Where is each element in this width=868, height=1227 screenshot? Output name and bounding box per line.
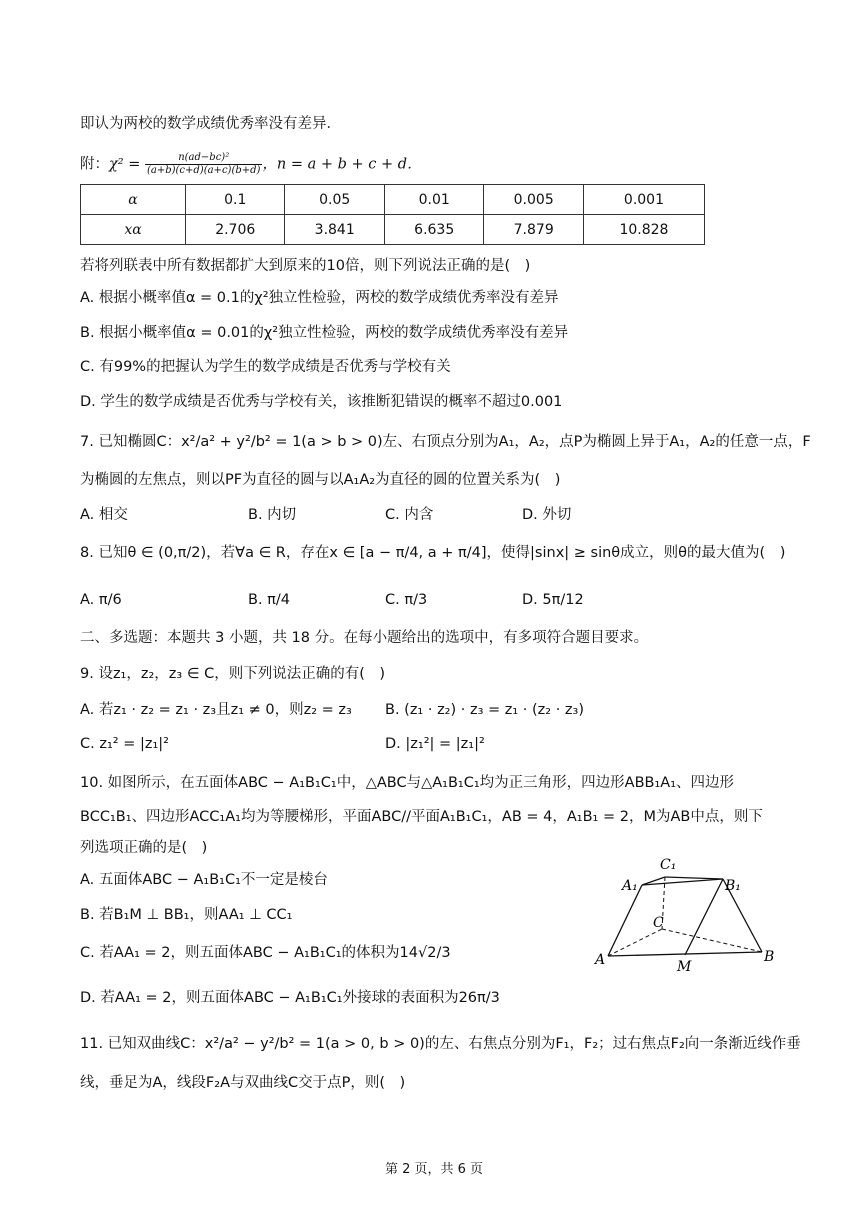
q11-line2: 线，垂足为A，线段F₂A与双曲线C交于点P，则( ) — [80, 1075, 406, 1091]
q10-line1: 10. 如图所示，在五面体ABC − A₁B₁C₁中，△ABC与△A₁B₁C₁均为正三角形，四边形ABB₁A₁、四边形 — [80, 775, 735, 791]
q9-stem: 9. 设z₁，z₂，z₃ ∈ C，则下列说法正确的有( ) — [80, 666, 386, 682]
table-cell: 7.879 — [484, 215, 583, 245]
table-cell: 3.841 — [285, 215, 384, 245]
q7-line1-rest: x²/a² + y²/b² = 1(a > b > 0)左、右顶点分别为A₁，A₂，点P为椭圆上异于A₁，A₂的任意一点，F — [181, 434, 811, 450]
table-cell: 0.01 — [384, 185, 483, 215]
label-m: M — [677, 959, 692, 975]
table-header-alpha: α — [81, 185, 186, 215]
label-c: C — [653, 915, 664, 931]
intro-line: 即认为两校的数学成绩优秀率没有差异． — [80, 116, 341, 132]
chi-square-formula — [80, 152, 422, 177]
edge-a1-b1 — [642, 879, 723, 885]
formula-prefix: 附： — [80, 156, 109, 173]
q7-option-c: C. 内含 — [385, 507, 434, 523]
formula-fraction — [145, 152, 262, 177]
label-b1: B₁ — [725, 878, 741, 894]
q9-option-a: A. 若z₁ · z₂ = z₁ · z₃且z₁ ≠ 0，则z₂ = z₃ — [80, 702, 352, 718]
q9-option-d: D. |z₁²| = |z₁|² — [385, 736, 485, 752]
critical-value-table — [80, 184, 705, 245]
q10-option-c: C. 若AA₁ = 2，则五面体ABC − A₁B₁C₁的体积为14√2/3 — [80, 945, 451, 961]
q7-line2: 为椭圆的左焦点，则以PF为直径的圆与以A₁A₂为直径的圆的位置关系为( ) — [80, 472, 561, 488]
edge-a-a1 — [608, 885, 642, 956]
section-title-multiple-choice: 二、多选题：本题共 3 小题，共 18 分。在每小题给出的选项中，有多项符合题目要求。 — [80, 630, 649, 646]
q6-option-c: C. 有99%的把握认为学生的数学成绩是否优秀与学校有关 — [80, 359, 451, 375]
edge-a-c — [608, 929, 662, 956]
q8-stem: 8. 已知θ ∈ (0,π/2)，若∀a ∈ R，存在x ∈ [a − π/4, a + π/4]，使得|sinx| ≥ sinθ成立，则θ的最大值为( ) — [80, 545, 786, 561]
q10-line2: BCC₁B₁、四边形ACC₁A₁均为等腰梯形，平面ABC//平面A₁B₁C₁，AB = 4，A₁B₁ = 2，M为AB中点，则下 — [80, 809, 763, 825]
label-b: B — [764, 949, 775, 965]
table-cell: 0.1 — [186, 185, 285, 215]
q6-option-d: D. 学生的数学成绩是否优秀与学校有关，该推断犯错误的概率不超过0.001 — [80, 394, 563, 410]
q7-line1 — [80, 432, 811, 452]
table-cell: 10.828 — [583, 215, 704, 245]
q6-stem: 若将列联表中所有数据都扩大到原来的10倍，则下列说法正确的是( ) — [80, 258, 531, 274]
q9-option-b: B. (z₁ · z₂) · z₃ = z₁ · (z₂ · z₃) — [385, 702, 585, 718]
formula-chi: χ² = — [109, 156, 145, 173]
q10-option-b: B. 若B₁M ⊥ BB₁，则AA₁ ⊥ CC₁ — [80, 907, 293, 923]
table-cell: 0.005 — [484, 185, 583, 215]
q7-option-d: D. 外切 — [522, 507, 572, 523]
formula-numerator: n(ad−bc)² — [145, 152, 262, 165]
label-c1: C₁ — [660, 857, 677, 873]
table-cell: 6.635 — [384, 215, 483, 245]
q11-line1: 11. 已知双曲线C：x²/a² − y²/b² = 1(a > 0, b > 0)的左、右焦点分别为F₁，F₂；过右焦点F₂向一条渐近线作垂 — [80, 1036, 801, 1052]
edge-c-b — [662, 929, 762, 952]
page-footer: 第 2 页，共 6 页 — [384, 1162, 484, 1177]
table-cell: 0.001 — [583, 185, 704, 215]
q8-option-c: C. π/3 — [385, 592, 428, 608]
q6-option-a: A. 根据小概率值α = 0.1的χ²独立性检验，两校的数学成绩优秀率没有差异 — [80, 290, 559, 306]
edge-c1-b1 — [665, 877, 723, 879]
table-row-alpha — [81, 185, 705, 215]
q10-line3: 列选项正确的是( ) — [80, 840, 208, 856]
q7-option-a: A. 相交 — [80, 507, 128, 523]
q8-option-a: A. π/6 — [80, 592, 122, 608]
segment-b1-m — [685, 879, 723, 955]
table-row-x — [81, 215, 705, 245]
pentahedron-figure — [590, 852, 790, 977]
table-cell: 0.05 — [285, 185, 384, 215]
formula-denominator: (a+b)(c+d)(a+c)(b+d) — [146, 165, 261, 176]
q7-line1-prefix: 7. 已知椭圆C： — [80, 434, 182, 450]
q8-option-b: B. π/4 — [248, 592, 291, 608]
label-a: A — [595, 952, 606, 968]
label-a1: A₁ — [622, 878, 638, 894]
formula-suffix: ，n = a + b + c + d． — [262, 156, 422, 173]
table-header-x: xα — [81, 215, 186, 245]
q8-option-d: D. 5π/12 — [522, 592, 584, 608]
q10-option-d: D. 若AA₁ = 2，则五面体ABC − A₁B₁C₁外接球的表面积为26π/3 — [80, 990, 500, 1006]
q6-option-b: B. 根据小概率值α = 0.01的χ²独立性检验，两校的数学成绩优秀率没有差异 — [80, 325, 569, 341]
q7-option-b: B. 内切 — [248, 507, 297, 523]
q9-option-c: C. z₁² = |z₁|² — [80, 736, 169, 752]
q10-option-a: A. 五面体ABC − A₁B₁C₁不一定是棱台 — [80, 872, 328, 888]
table-cell: 2.706 — [186, 215, 285, 245]
